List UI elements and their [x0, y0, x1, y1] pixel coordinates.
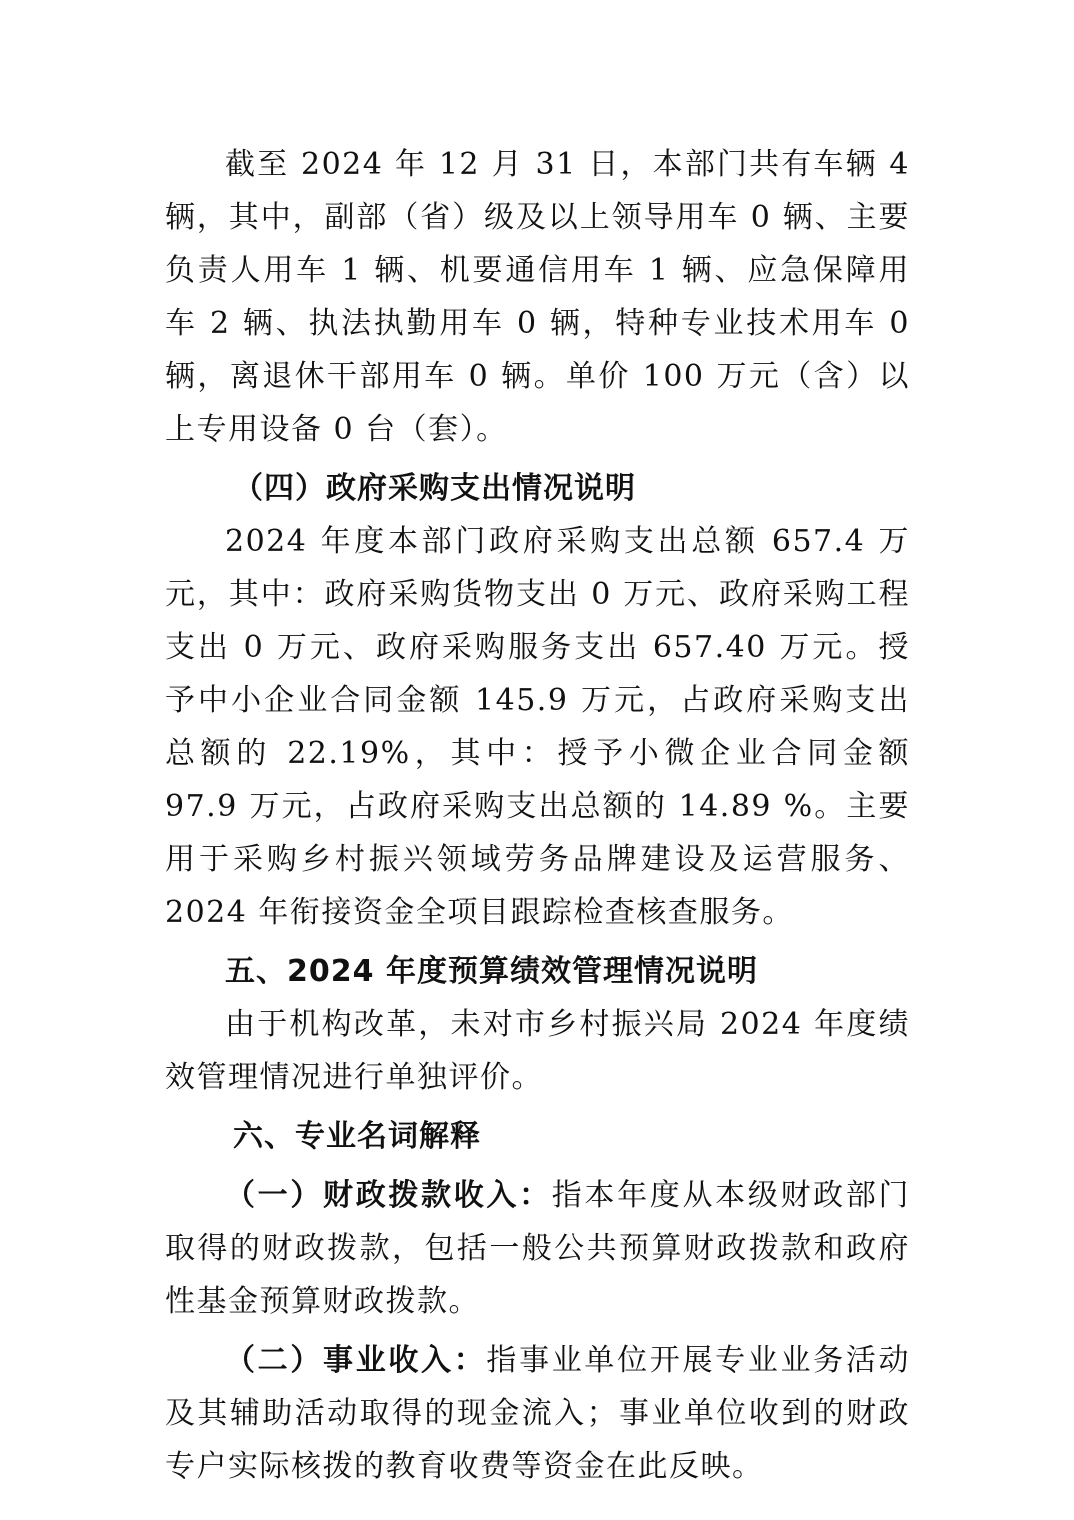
term-business-income — [165, 1334, 910, 1493]
term-business-income-text: 指事业单位开展专业业务活动及其辅助活动取得的现金流入；事业单位收到的财政专户实际核拨的教育收费等资金在此反映。 — [165, 1343, 911, 1484]
document-body — [165, 138, 910, 1493]
procurement-heading: （四）政府采购支出情况说明 — [233, 471, 636, 506]
procurement-paragraph: 2024 年度本部门政府采购支出总额 657.4 万元，其中：政府采购货物支出 0 万元、政府采购工程支出 0 万元、政府采购服务支出 657.40 万元。授予中小企业合同金额 145.9 万元，占政府采购支出总额的 22.19%，其中：授予小微企业合同金额 97.9 万元，占政府采购支出总额的 14.89 %。主要用于采购乡村振兴领域劳务品牌建设及运营服务、2024 年衔接资金全项目跟踪检查核查服务。 — [165, 524, 910, 930]
performance-paragraph: 由于机构改革，未对市乡村振兴局 2024 年度绩效管理情况进行单独评价。 — [165, 1007, 910, 1095]
term-fiscal-appropriation — [165, 1169, 910, 1328]
terms-heading: 六、专业名词解释 — [233, 1119, 481, 1154]
term-fiscal-appropriation-text: 指本年度从本级财政部门取得的财政拨款，包括一般公共预算财政拨款和政府性基金预算财政拨款。 — [165, 1178, 910, 1319]
performance-heading: 五、2024 年度预算绩效管理情况说明 — [225, 954, 758, 989]
vehicles-paragraph: 截至 2024 年 12 月 31 日，本部门共有车辆 4 辆，其中，副部（省）级及以上领导用车 0 辆、主要负责人用车 1 辆、机要通信用车 1 辆、应急保障用车 2 辆、执法执勤用车 0 辆，特种专业技术用车 0 辆，离退休干部用车 0 辆。单价 100 万元（含）以上专用设备 0 台（套）。 — [165, 147, 910, 447]
term-fiscal-appropriation-label: （一）财政拨款收入： — [225, 1178, 552, 1213]
term-business-income-label: （二）事业收入： — [225, 1343, 487, 1378]
